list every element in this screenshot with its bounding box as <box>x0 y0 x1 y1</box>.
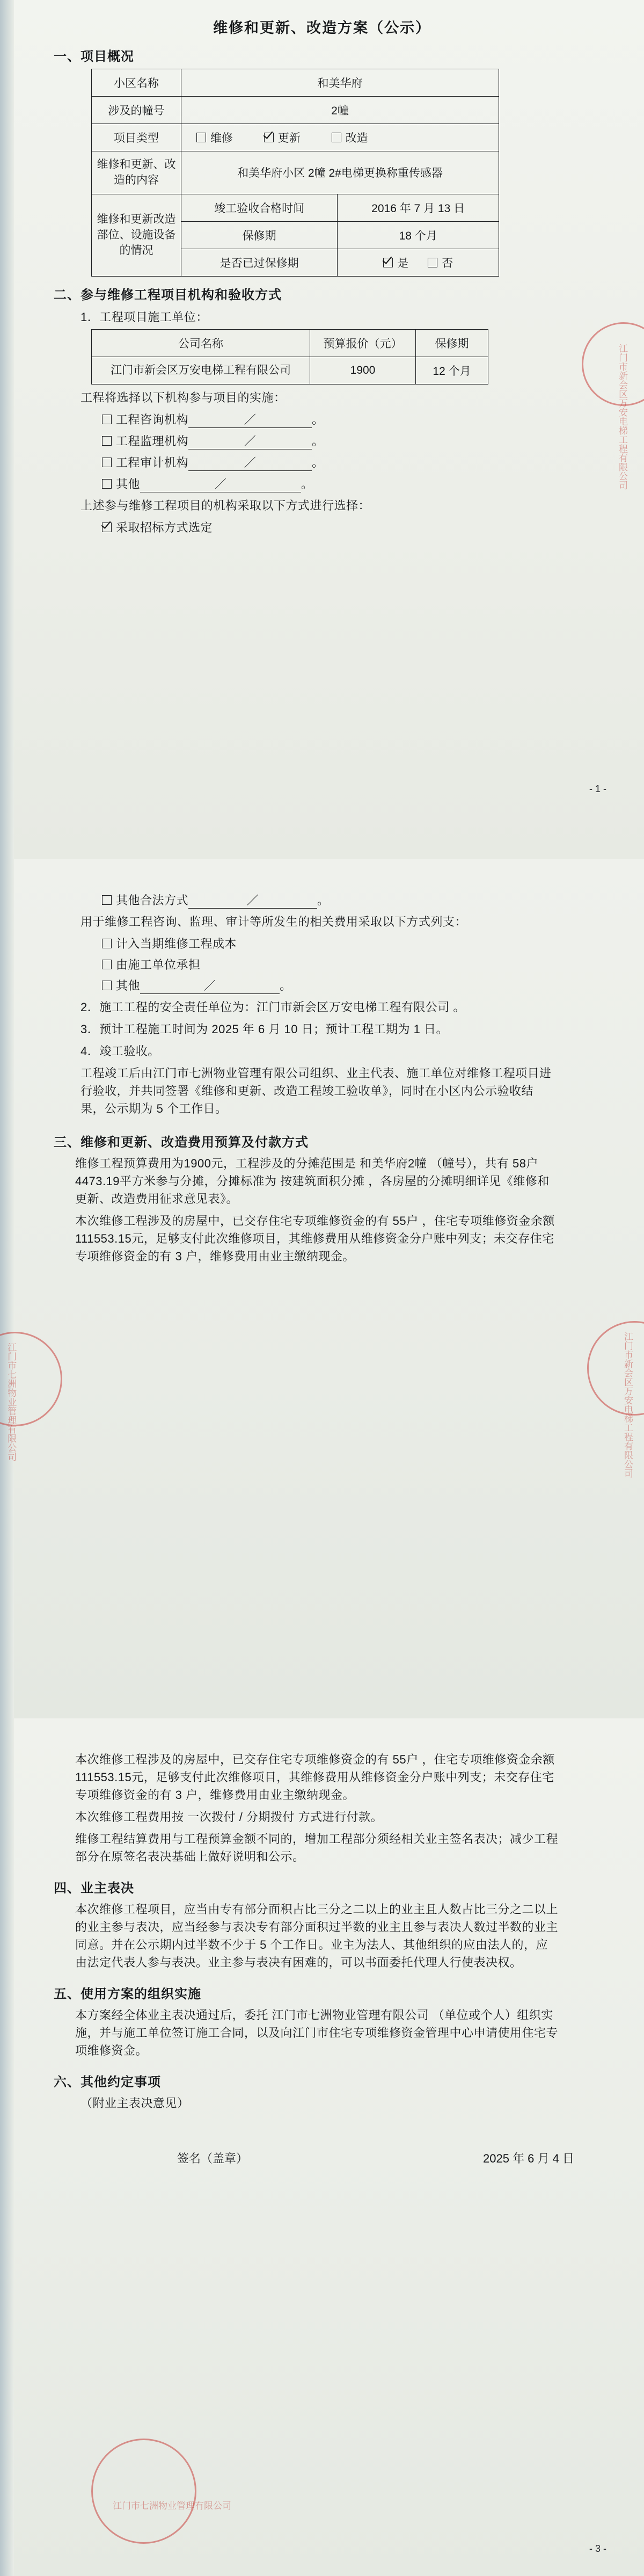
seal-left-text: 江门市七洲物业管理有限公司 <box>113 2500 231 2511</box>
selection-way-line: 上述参与维修工程项目的机构采取以下方式进行选择： <box>80 498 371 512</box>
choice-label: 工程咨询机构 <box>116 412 189 426</box>
page-3 <box>0 1718 644 2576</box>
section-6-note: （附业主表决意见） <box>80 2096 189 2110</box>
table-header-row <box>92 329 488 357</box>
row-value: 2幢 <box>181 97 499 124</box>
page-number: - 1 - <box>589 783 606 794</box>
checkbox-checked-icon[interactable] <box>383 258 393 267</box>
choice-value: ／ <box>188 411 312 428</box>
seal-left-text: 江门市七洲物业管理有限公司 <box>6 1343 17 1461</box>
signature-label: 签名（盖章） <box>177 2152 248 2165</box>
acceptance-body: 工程竣工后由江门市七洲物业管理有限公司组织、业主代表、施工单位对维修工程项目进行验收，并共同签署《维修和更新、改造工程竣工验收单》，同时在小区内公示验收结果，公示期为 5 个工作日。 <box>80 1066 552 1115</box>
section-5-heading: 五、使用方案的组织实施 <box>54 1987 201 2001</box>
fee-label: 计入当期维修工程成本 <box>116 937 237 950</box>
checkbox-icon[interactable] <box>102 458 112 467</box>
cell-company: 江门市新会区万安电梯工程有限公司 <box>92 357 310 384</box>
col-company: 公司名称 <box>92 329 310 357</box>
round-seal-icon <box>587 1321 644 1416</box>
section-6-heading: 六、其他约定事项 <box>54 2075 161 2089</box>
owner-vote-body: 本次维修工程项目，应当由专有部分面积占比三分之二以上的业主且人数占比三分之二以上的业主参与表决，应当经参与表决专有部分面积过半数的业主且参与表决人数过半数的业主同意。并在公示期内过半数不少于 5 个工作日。业主为法人、其他组织的应由法人的，应由法定代表人参与表决。业主参与表决有困难的，可以书面委托代理人行使表决权。 <box>75 1903 559 1969</box>
checkbox-icon[interactable] <box>102 415 112 424</box>
option-rebuild[interactable] <box>332 132 368 144</box>
choice-value: ／ <box>188 432 312 449</box>
expire-options <box>338 249 499 276</box>
fee-option-other[interactable]: 其他 ／ 。 <box>102 977 644 994</box>
fee-option-contractor[interactable] <box>102 956 644 973</box>
option-no[interactable] <box>428 257 453 270</box>
fee-label: 由施工单位承担 <box>116 958 201 971</box>
option-repair[interactable] <box>196 132 233 144</box>
signature-date: 2025 年 6 月 4 日 <box>483 2152 574 2165</box>
section-4-heading: 四、业主表决 <box>54 1881 134 1896</box>
checkbox-checked-icon[interactable] <box>264 133 274 142</box>
option-label: 更新 <box>277 132 301 144</box>
fee-option-cost[interactable] <box>102 935 644 952</box>
construction-time: 3．预计工程施工时间为 2025 年 6 月 10 日；预计工程工期为 1 日。 <box>80 1022 449 1036</box>
checkbox-icon[interactable] <box>102 960 112 969</box>
table-row <box>92 97 499 124</box>
cond-value-2: 18 个月 <box>338 221 499 249</box>
choice-value: ／ <box>140 475 301 492</box>
row-label: 维修和更新、改造的内容 <box>92 151 181 194</box>
way-label: 其他合法方式 <box>116 894 189 907</box>
project-overview-table <box>91 69 499 277</box>
choice-label: 其他 <box>116 477 141 491</box>
safety-responsibility: 2．施工工程的安全责任单位为：江门市新会区万安电梯工程有限公司 。 <box>80 1000 465 1014</box>
signature-row <box>0 2150 644 2166</box>
project-type-options <box>181 124 499 151</box>
checkbox-icon[interactable] <box>196 133 206 142</box>
budget-p4: 维修工程结算费用与工程预算金额不同的，增加工程部分须经相关业主签名表决；减少工程部分在原签名表决基础上做好说明和公示。 <box>75 1832 559 1863</box>
section-1-heading: 一、项目概况 <box>54 49 134 64</box>
seal-right-text: 江门市新会区万安电梯工程有限公司 <box>617 344 627 490</box>
choice-consult[interactable]: 工程咨询机构 ／ 。 <box>102 411 644 428</box>
seal-right-text: 江门市新会区万安电梯工程有限公司 <box>623 1332 633 1478</box>
option-renew[interactable] <box>264 132 301 144</box>
checkbox-icon[interactable] <box>332 133 341 142</box>
way-other[interactable]: 其他合法方式 ／ 。 <box>102 891 644 909</box>
table-row <box>92 357 488 384</box>
way-bidding[interactable] <box>102 519 644 535</box>
acceptance-title: 4．竣工验收。 <box>80 1044 160 1058</box>
choice-label: 工程审计机构 <box>116 455 189 469</box>
row-label: 小区名称 <box>92 69 181 97</box>
row-label: 项目类型 <box>92 124 181 151</box>
page-number: - 3 - <box>589 2543 606 2554</box>
page-title: 维修和更新、改造方案（公示） <box>213 20 431 36</box>
checkbox-icon[interactable] <box>102 981 112 990</box>
checkbox-icon[interactable] <box>102 479 112 489</box>
cell-warranty: 12 个月 <box>416 357 488 384</box>
fee-label: 其他 <box>116 979 141 992</box>
budget-p1: 维修工程预算费用为1900元，工程涉及的分摊范围是 和美华府2幢 （幢号），共有 58户 4473.19平方米参与分摊，分摊标准为 按建筑面积分摊 ，各房屋的分摊明细详见《维修和更新、改造费用征求意见表》。 <box>75 1157 550 1206</box>
row-value: 和美华府小区 2幢 2#电梯更换称重传感器 <box>181 151 499 194</box>
cond-label-1: 竣工验收合格时间 <box>181 194 338 221</box>
expire-label: 是否已过保修期 <box>181 249 338 276</box>
choice-label: 工程监理机构 <box>116 434 189 448</box>
table-row-condition <box>92 194 499 221</box>
choice-audit[interactable]: 工程审计机构 ／ 。 <box>102 454 644 471</box>
col-budget: 预算报价（元） <box>310 329 416 357</box>
budget-p2: 本次维修工程涉及的房屋中，已交存住宅专项维修资金的有 55户 ，住宅专项维修资金余额 111553.15元，足够支付此次维修项目，其维修费用从维修资金分户账中列支；未交存住宅专项维修资金的有 3 户，维修费用由业主缴纳现金。 <box>75 1214 555 1263</box>
section-2-heading: 二、参与维修工程项目机构和验收方式 <box>54 287 282 302</box>
round-seal-icon <box>91 2439 196 2544</box>
row-value: 和美华府 <box>181 69 499 97</box>
option-label: 维修 <box>210 132 233 144</box>
option-label: 是 <box>397 257 409 270</box>
budget-p2-cont: 本次维修工程涉及的房屋中，已交存住宅专项维修资金的有 55户 ，住宅专项维修资金余额 111553.15元，足够支付此次维修项目，其维修费用从维修资金分户账中列支；未交存住宅专项维修资金的有 3 户，维修费用由业主缴纳现金。 <box>75 1753 555 1802</box>
construction-unit-table <box>91 329 488 384</box>
cond-value-1: 2016 年 7 月 13 日 <box>338 194 499 221</box>
construction-unit-label: 1．工程项目施工单位： <box>80 310 208 324</box>
checkbox-icon[interactable] <box>102 895 112 905</box>
page-1 <box>0 0 644 859</box>
choice-value: ／ <box>188 454 312 471</box>
checkbox-icon[interactable] <box>428 258 437 267</box>
fee-intro: 用于维修工程咨询、监理、审计等所发生的相关费用采取以下方式列支： <box>80 915 467 928</box>
checkbox-checked-icon[interactable] <box>102 523 112 532</box>
checkbox-icon[interactable] <box>102 939 112 948</box>
option-label: 否 <box>442 257 453 270</box>
way-label: 采取招标方式选定 <box>116 520 213 534</box>
table-row-project-type <box>92 124 499 151</box>
choose-line: 工程将选择以下机构参与项目的实施： <box>80 390 286 404</box>
table-row-content <box>92 151 499 194</box>
section-3-heading: 三、维修和更新、改造费用预算及付款方式 <box>54 1135 309 1150</box>
cell-budget: 1900 <box>310 357 416 384</box>
implementation-body: 本方案经全体业主表决通过后，委托 江门市七洲物业管理有限公司 （单位或个人）组织实施，并与施工单位签订施工合同，以及向江门市住宅专项维修资金管理中心申请使用住宅专项维修资金。 <box>75 2008 559 2057</box>
fee-other-value: ／ <box>140 977 280 994</box>
checkbox-icon[interactable] <box>102 436 112 446</box>
choice-supervise[interactable]: 工程监理机构 ／ 。 <box>102 432 644 449</box>
budget-p3: 本次维修工程费用按 一次拨付 / 分期拨付 方式进行付款。 <box>75 1810 383 1824</box>
option-label: 改造 <box>345 132 368 144</box>
row-label: 维修和更新改造部位、设施设备的情况 <box>92 194 181 276</box>
row-label: 涉及的幢号 <box>92 97 181 124</box>
table-row <box>92 69 499 97</box>
col-warranty: 保修期 <box>416 329 488 357</box>
page-2 <box>0 859 644 1718</box>
way-other-value: ／ <box>188 891 317 909</box>
choice-other[interactable]: 其他 ／ 。 <box>102 475 644 492</box>
cond-label-2: 保修期 <box>181 221 338 249</box>
option-yes[interactable] <box>383 257 408 270</box>
